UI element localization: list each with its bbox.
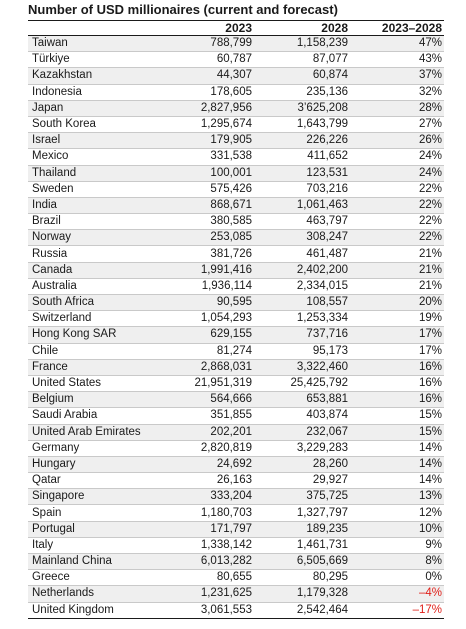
change-cell: 20% (350, 295, 444, 311)
table-row (28, 408, 444, 424)
country-cell: Belgium (28, 392, 160, 408)
country-cell: Thailand (28, 165, 160, 181)
value-2028-cell: 1,643,799 (254, 116, 350, 132)
change-cell: 43% (350, 52, 444, 68)
country-cell: United Arab Emirates (28, 424, 160, 440)
change-cell: 14% (350, 456, 444, 472)
country-cell: Sweden (28, 181, 160, 197)
table-row (28, 84, 444, 100)
value-2028-cell: 653,881 (254, 392, 350, 408)
country-cell: Hong Kong SAR (28, 327, 160, 343)
value-2028-cell: 123,531 (254, 165, 350, 181)
value-2028-cell: 2,542,464 (254, 602, 350, 618)
table-row (28, 52, 444, 68)
value-2023-cell: 331,538 (160, 149, 254, 165)
value-2023-cell: 24,692 (160, 456, 254, 472)
table-row (28, 359, 444, 375)
change-cell: 21% (350, 278, 444, 294)
table-row (28, 197, 444, 213)
value-2023-cell: 178,605 (160, 84, 254, 100)
table-row (28, 36, 444, 52)
value-2028-cell: 108,557 (254, 295, 350, 311)
value-2023-cell: 3,061,553 (160, 602, 254, 618)
country-cell: Saudi Arabia (28, 408, 160, 424)
value-2028-cell: 6,505,669 (254, 554, 350, 570)
value-2028-cell: 80,295 (254, 570, 350, 586)
change-cell: 17% (350, 327, 444, 343)
value-2028-cell: 3’625,208 (254, 100, 350, 116)
value-2023-cell: 81,274 (160, 343, 254, 359)
value-2028-cell: 403,874 (254, 408, 350, 424)
value-2028-cell: 60,874 (254, 68, 350, 84)
country-cell: Türkiye (28, 52, 160, 68)
country-cell: Singapore (28, 489, 160, 505)
value-2023-cell: 1,936,114 (160, 278, 254, 294)
value-2023-cell: 60,787 (160, 52, 254, 68)
header-2023: 2023 (160, 21, 254, 36)
table-row (28, 489, 444, 505)
value-2028-cell: 189,235 (254, 521, 350, 537)
change-cell: 17% (350, 343, 444, 359)
table-row (28, 424, 444, 440)
value-2023-cell: 171,797 (160, 521, 254, 537)
value-2023-cell: 26,163 (160, 473, 254, 489)
value-2028-cell: 1,327,797 (254, 505, 350, 521)
value-2028-cell: 375,725 (254, 489, 350, 505)
change-cell: 15% (350, 424, 444, 440)
table-row (28, 230, 444, 246)
table-row (28, 311, 444, 327)
value-2028-cell: 463,797 (254, 214, 350, 230)
value-2023-cell: 1,991,416 (160, 262, 254, 278)
value-2023-cell: 1,295,674 (160, 116, 254, 132)
value-2028-cell: 308,247 (254, 230, 350, 246)
value-2028-cell: 87,077 (254, 52, 350, 68)
change-cell: 19% (350, 311, 444, 327)
table-row (28, 278, 444, 294)
value-2028-cell: 29,927 (254, 473, 350, 489)
table-title: Number of USD millionaires (current and forecast) (28, 2, 338, 17)
value-2028-cell: 1,179,328 (254, 586, 350, 602)
country-cell: Greece (28, 570, 160, 586)
table-row (28, 262, 444, 278)
country-cell: France (28, 359, 160, 375)
value-2028-cell: 235,136 (254, 84, 350, 100)
table-row (28, 602, 444, 618)
country-cell: Norway (28, 230, 160, 246)
value-2023-cell: 202,201 (160, 424, 254, 440)
value-2023-cell: 351,855 (160, 408, 254, 424)
country-cell: Mainland China (28, 554, 160, 570)
country-cell: India (28, 197, 160, 213)
table-row (28, 100, 444, 116)
table-row (28, 570, 444, 586)
table-bottom-rule (28, 618, 444, 619)
change-cell: 16% (350, 392, 444, 408)
value-2023-cell: 868,671 (160, 197, 254, 213)
table-row (28, 537, 444, 553)
change-cell: 9% (350, 537, 444, 553)
change-cell: 26% (350, 133, 444, 149)
table-row (28, 68, 444, 84)
change-cell: 32% (350, 84, 444, 100)
value-2028-cell: 226,226 (254, 133, 350, 149)
country-cell: Taiwan (28, 36, 160, 52)
change-cell: 22% (350, 181, 444, 197)
header-2028: 2028 (254, 21, 350, 36)
value-2023-cell: 80,655 (160, 570, 254, 586)
value-2028-cell: 2,334,015 (254, 278, 350, 294)
value-2028-cell: 232,067 (254, 424, 350, 440)
value-2023-cell: 629,155 (160, 327, 254, 343)
change-cell: 12% (350, 505, 444, 521)
value-2023-cell: 1,054,293 (160, 311, 254, 327)
country-cell: Hungary (28, 456, 160, 472)
table-row (28, 133, 444, 149)
country-cell: Australia (28, 278, 160, 294)
value-2023-cell: 333,204 (160, 489, 254, 505)
value-2023-cell: 1,231,625 (160, 586, 254, 602)
table-row (28, 295, 444, 311)
value-2028-cell: 2,402,200 (254, 262, 350, 278)
value-2028-cell: 1,158,239 (254, 36, 350, 52)
value-2023-cell: 100,001 (160, 165, 254, 181)
change-cell: 47% (350, 36, 444, 52)
change-cell: 24% (350, 165, 444, 181)
country-cell: Switzerland (28, 311, 160, 327)
value-2023-cell: 1,180,703 (160, 505, 254, 521)
change-cell: –4% (350, 586, 444, 602)
value-2028-cell: 3,229,283 (254, 440, 350, 456)
table-row (28, 149, 444, 165)
change-cell: 15% (350, 408, 444, 424)
header-country (28, 21, 160, 36)
value-2023-cell: 788,799 (160, 36, 254, 52)
country-cell: Israel (28, 133, 160, 149)
change-cell: 13% (350, 489, 444, 505)
value-2023-cell: 44,307 (160, 68, 254, 84)
change-cell: 22% (350, 230, 444, 246)
change-cell: 16% (350, 359, 444, 375)
country-cell: Canada (28, 262, 160, 278)
table-row (28, 440, 444, 456)
table-row (28, 505, 444, 521)
change-cell: 28% (350, 100, 444, 116)
value-2023-cell: 2,827,956 (160, 100, 254, 116)
table-row (28, 456, 444, 472)
value-2023-cell: 1,338,142 (160, 537, 254, 553)
value-2023-cell: 575,426 (160, 181, 254, 197)
value-2028-cell: 1,061,463 (254, 197, 350, 213)
value-2028-cell: 1,461,731 (254, 537, 350, 553)
change-cell: 27% (350, 116, 444, 132)
country-cell: Italy (28, 537, 160, 553)
value-2028-cell: 25,425,792 (254, 375, 350, 391)
table-row (28, 392, 444, 408)
change-cell: –17% (350, 602, 444, 618)
table-row (28, 343, 444, 359)
table-row (28, 181, 444, 197)
value-2028-cell: 703,216 (254, 181, 350, 197)
value-2028-cell: 461,487 (254, 246, 350, 262)
change-cell: 8% (350, 554, 444, 570)
change-cell: 14% (350, 473, 444, 489)
table-row (28, 327, 444, 343)
header-change: 2023–2028 (350, 21, 444, 36)
value-2023-cell: 564,666 (160, 392, 254, 408)
value-2028-cell: 411,652 (254, 149, 350, 165)
value-2023-cell: 380,585 (160, 214, 254, 230)
country-cell: Brazil (28, 214, 160, 230)
change-cell: 37% (350, 68, 444, 84)
change-cell: 10% (350, 521, 444, 537)
value-2023-cell: 253,085 (160, 230, 254, 246)
value-2028-cell: 28,260 (254, 456, 350, 472)
value-2023-cell: 21,951,319 (160, 375, 254, 391)
table-row (28, 521, 444, 537)
value-2023-cell: 6,013,282 (160, 554, 254, 570)
country-cell: Germany (28, 440, 160, 456)
value-2023-cell: 2,820,819 (160, 440, 254, 456)
change-cell: 16% (350, 375, 444, 391)
table-row (28, 375, 444, 391)
table-row (28, 554, 444, 570)
table-row (28, 214, 444, 230)
country-cell: Russia (28, 246, 160, 262)
country-cell: Netherlands (28, 586, 160, 602)
table-header-row (28, 21, 444, 36)
value-2028-cell: 1,253,334 (254, 311, 350, 327)
country-cell: South Korea (28, 116, 160, 132)
change-cell: 21% (350, 262, 444, 278)
change-cell: 21% (350, 246, 444, 262)
country-cell: Mexico (28, 149, 160, 165)
change-cell: 14% (350, 440, 444, 456)
value-2028-cell: 737,716 (254, 327, 350, 343)
country-cell: United Kingdom (28, 602, 160, 618)
table-row (28, 116, 444, 132)
change-cell: 22% (350, 197, 444, 213)
value-2028-cell: 95,173 (254, 343, 350, 359)
country-cell: Chile (28, 343, 160, 359)
value-2023-cell: 179,905 (160, 133, 254, 149)
table-row (28, 246, 444, 262)
change-cell: 24% (350, 149, 444, 165)
country-cell: Indonesia (28, 84, 160, 100)
country-cell: Portugal (28, 521, 160, 537)
country-cell: South Africa (28, 295, 160, 311)
value-2023-cell: 381,726 (160, 246, 254, 262)
country-cell: Spain (28, 505, 160, 521)
country-cell: United States (28, 375, 160, 391)
table-row (28, 586, 444, 602)
table-body (28, 36, 444, 619)
table-row (28, 165, 444, 181)
value-2028-cell: 3,322,460 (254, 359, 350, 375)
value-2023-cell: 90,595 (160, 295, 254, 311)
country-cell: Kazakhstan (28, 68, 160, 84)
millionaires-table (28, 21, 444, 619)
country-cell: Qatar (28, 473, 160, 489)
change-cell: 0% (350, 570, 444, 586)
table-row (28, 473, 444, 489)
change-cell: 22% (350, 214, 444, 230)
value-2023-cell: 2,868,031 (160, 359, 254, 375)
country-cell: Japan (28, 100, 160, 116)
